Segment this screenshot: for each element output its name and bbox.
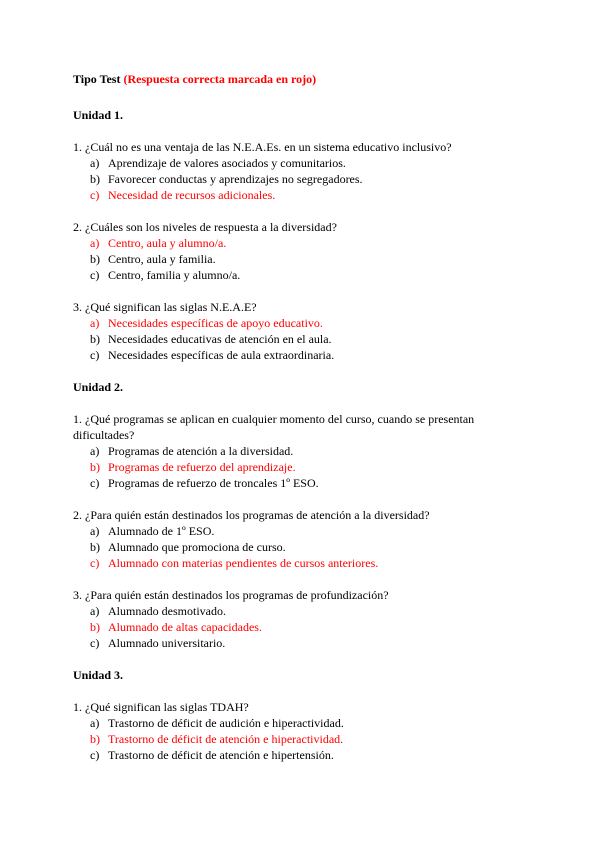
- option-item: [73, 523, 483, 539]
- option-letter: a): [90, 236, 100, 250]
- option-list: [73, 523, 483, 571]
- question-block: [73, 507, 483, 571]
- title-prefix: Tipo Test: [73, 72, 121, 86]
- option-letter: b): [90, 620, 100, 634]
- option-letter: a): [90, 604, 100, 618]
- option-item: [73, 747, 483, 763]
- option-text: Alumnado de 1º ESO.: [108, 524, 215, 538]
- option-item: [73, 459, 483, 475]
- option-item: [73, 539, 483, 555]
- option-letter: c): [90, 348, 100, 362]
- option-text: Necesidades educativas de atención en el aula.: [108, 332, 332, 346]
- option-text: Centro, familia y alumno/a.: [108, 268, 241, 282]
- question-text: 3. ¿Para quién están destinados los programas de profundización?: [73, 588, 389, 602]
- option-text: Trastorno de déficit de audición e hiperactividad.: [108, 716, 344, 730]
- option-text: Programas de atención a la diversidad.: [108, 444, 294, 458]
- unit-heading: Unidad 3.: [73, 668, 124, 682]
- option-item: [73, 171, 483, 187]
- option-letter: b): [90, 732, 100, 746]
- option-letter: a): [90, 524, 100, 538]
- option-item: [73, 267, 483, 283]
- option-letter: c): [90, 188, 100, 202]
- title-note: (Respuesta correcta marcada en rojo): [123, 72, 317, 86]
- option-item: [73, 715, 483, 731]
- option-text: Necesidades específicas de apoyo educativo.: [108, 316, 323, 330]
- question-block: [73, 139, 483, 203]
- option-letter: b): [90, 172, 100, 186]
- option-letter: a): [90, 444, 100, 458]
- option-letter: a): [90, 716, 100, 730]
- option-text: Necesidades específicas de aula extraordinaria.: [108, 348, 335, 362]
- option-item: [73, 635, 483, 651]
- question-block: [73, 411, 483, 491]
- option-letter: c): [90, 268, 100, 282]
- option-item: [73, 603, 483, 619]
- option-text: Alumnado con materias pendientes de cursos anteriores.: [108, 556, 379, 570]
- option-item: [73, 187, 483, 203]
- question-block: [73, 587, 483, 651]
- option-text: Alumnado que promociona de curso.: [108, 540, 286, 554]
- option-letter: b): [90, 540, 100, 554]
- option-item: [73, 555, 483, 571]
- option-item: [73, 315, 483, 331]
- unit-heading: Unidad 1.: [73, 108, 124, 122]
- question-block: [73, 699, 483, 763]
- question-text: 3. ¿Qué significan las siglas N.E.A.E?: [73, 300, 257, 314]
- option-text: Aprendizaje de valores asociados y comunitarios.: [108, 156, 346, 170]
- question-text: 1. ¿Qué significan las siglas TDAH?: [73, 700, 249, 714]
- option-list: [73, 443, 483, 491]
- document-title: [73, 71, 483, 87]
- unit-3: [73, 667, 483, 763]
- question-text: 2. ¿Cuáles son los niveles de respuesta a la diversidad?: [73, 220, 337, 234]
- option-letter: b): [90, 252, 100, 266]
- option-letter: b): [90, 332, 100, 346]
- option-text: Trastorno de déficit de atención e hipertensión.: [108, 748, 334, 762]
- option-letter: a): [90, 316, 100, 330]
- option-letter: c): [90, 636, 100, 650]
- option-list: [73, 315, 483, 363]
- option-list: [73, 715, 483, 763]
- option-item: [73, 155, 483, 171]
- option-text: Alumnado universitario.: [108, 636, 226, 650]
- unit-heading: Unidad 2.: [73, 380, 124, 394]
- option-text: Necesidad de recursos adicionales.: [108, 188, 276, 202]
- unit-2: [73, 379, 483, 667]
- option-letter: c): [90, 556, 100, 570]
- option-item: [73, 251, 483, 267]
- option-list: [73, 235, 483, 283]
- question-text: 1. ¿Cuál no es una ventaja de las N.E.A.Es. en un sistema educativo inclusivo?: [73, 140, 452, 154]
- option-text: Programas de refuerzo de troncales 1º ESO.: [108, 476, 319, 490]
- option-item: [73, 619, 483, 635]
- option-letter: a): [90, 156, 100, 170]
- question-text: 1. ¿Qué programas se aplican en cualquier momento del curso, cuando se presentan dificultades?: [73, 412, 475, 442]
- option-letter: c): [90, 476, 100, 490]
- question-block: [73, 299, 483, 363]
- option-item: [73, 331, 483, 347]
- option-text: Trastorno de déficit de atención e hiperactividad.: [108, 732, 344, 746]
- option-item: [73, 347, 483, 363]
- option-item: [73, 731, 483, 747]
- option-text: Centro, aula y alumno/a.: [108, 236, 227, 250]
- option-list: [73, 155, 483, 203]
- option-letter: b): [90, 460, 100, 474]
- unit-1: [73, 107, 483, 379]
- option-list: [73, 603, 483, 651]
- option-text: Programas de refuerzo del aprendizaje.: [108, 460, 296, 474]
- option-text: Alumnado desmotivado.: [108, 604, 226, 618]
- question-text: 2. ¿Para quién están destinados los programas de atención a la diversidad?: [73, 508, 430, 522]
- option-text: Alumnado de altas capacidades.: [108, 620, 262, 634]
- option-text: Centro, aula y familia.: [108, 252, 216, 266]
- option-item: [73, 475, 483, 491]
- question-block: [73, 219, 483, 283]
- option-text: Favorecer conductas y aprendizajes no segregadores.: [108, 172, 363, 186]
- option-letter: c): [90, 748, 100, 762]
- option-item: [73, 235, 483, 251]
- document-page: [73, 71, 483, 763]
- option-item: [73, 443, 483, 459]
